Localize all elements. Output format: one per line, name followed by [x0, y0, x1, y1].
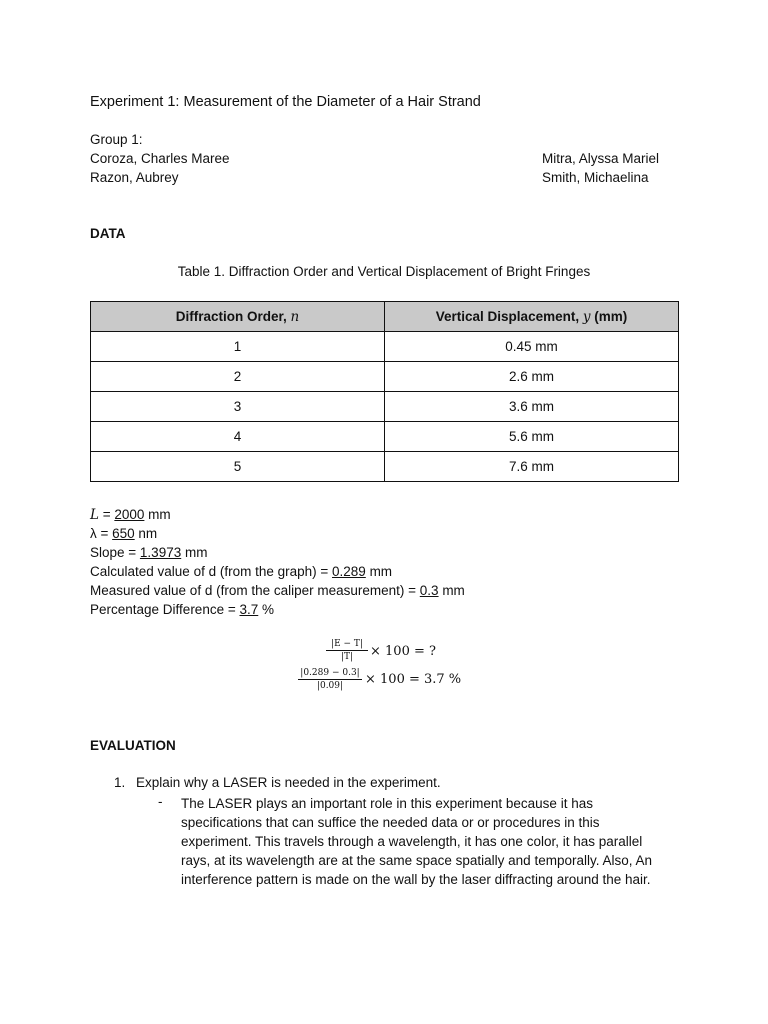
order-cell: 4	[91, 422, 385, 452]
unit: nm	[134, 526, 158, 541]
formula-2-denominator: |0.09|	[316, 681, 344, 691]
value-meas-d	[90, 583, 465, 598]
order-cell: 2	[91, 362, 385, 392]
col-header-order-label: Diffraction Order,	[175, 308, 291, 324]
slope-label: Slope =	[90, 545, 140, 560]
unit: mm	[438, 583, 465, 598]
displacement-cell: 0.45 mm	[385, 332, 679, 362]
table-row	[91, 392, 679, 422]
formula-1-rest: × 100 = ?	[370, 644, 436, 659]
order-cell: 1	[91, 332, 385, 362]
value-calc-d	[90, 564, 392, 579]
unit: mm	[144, 507, 171, 522]
answer-line: interference pattern is made on the wall by the laser diffracting around the hair.	[181, 872, 651, 887]
table-row	[91, 452, 679, 482]
evaluation-heading: EVALUATION	[90, 738, 176, 753]
displacement-cell: 3.6 mm	[385, 392, 679, 422]
answer-line: The LASER plays an important role in this experiment because it has	[181, 796, 593, 811]
symbol-n: n	[290, 308, 300, 325]
unit: mm	[365, 564, 393, 579]
answer-line: specifications that can suffice the needed data or or procedures in this	[181, 815, 600, 830]
unit: mm	[181, 545, 208, 560]
pct-label: Percentage Difference =	[90, 602, 240, 617]
col-header-displacement	[385, 302, 679, 332]
calc-d-label: Calculated value of d (from the graph) =	[90, 564, 333, 579]
group-label: Group 1:	[90, 132, 143, 147]
formula-1-fraction	[326, 639, 368, 662]
order-cell: 3	[91, 392, 385, 422]
table-row	[91, 332, 679, 362]
displacement-cell: 7.6 mm	[385, 452, 679, 482]
formula-1-denominator: |T|	[340, 652, 354, 662]
answer-paragraph	[181, 794, 681, 889]
table-row	[91, 422, 679, 452]
formula-2-fraction	[298, 668, 362, 691]
symbol-y: y	[582, 308, 591, 325]
value-L	[90, 507, 171, 523]
document-title: Experiment 1: Measurement of the Diameter of a Hair Strand	[90, 94, 481, 110]
question-number: 1.	[114, 775, 126, 790]
data-heading: DATA	[90, 226, 126, 241]
col-header-order	[91, 302, 385, 332]
equals: =	[98, 507, 115, 522]
pct-number: 3.7	[239, 602, 259, 617]
member-left-2: Razon, Aubrey	[90, 170, 179, 185]
formula-2-numerator: |0.289 − 0.3|	[298, 668, 362, 680]
formula-1-numerator: |E − T|	[326, 639, 368, 651]
value-lambda	[90, 526, 157, 541]
answer-dash: -	[158, 794, 163, 809]
calc-d-number: 0.289	[332, 564, 366, 579]
symbol-lambda: λ	[90, 526, 97, 541]
col-header-unit: (mm)	[590, 308, 628, 324]
order-cell: 5	[91, 452, 385, 482]
answer-line: experiment. This travels through a wavelength, it has one color, it has parallel	[181, 834, 643, 849]
displacement-cell: 5.6 mm	[385, 422, 679, 452]
formula-2-rest: × 100 = 3.7 %	[365, 672, 462, 687]
value-L-number: 2000	[114, 507, 145, 522]
meas-d-number: 0.3	[419, 583, 439, 598]
value-slope	[90, 545, 207, 560]
member-right-1: Mitra, Alyssa Mariel	[542, 151, 660, 166]
member-left-1: Coroza, Charles Maree	[90, 151, 230, 166]
col-header-displacement-label: Vertical Displacement,	[435, 308, 583, 324]
equals: =	[96, 526, 113, 541]
table-row	[91, 362, 679, 392]
value-pct-diff	[90, 602, 274, 617]
displacement-cell: 2.6 mm	[385, 362, 679, 392]
unit: %	[258, 602, 275, 617]
meas-d-label: Measured value of d (from the caliper measurement) =	[90, 583, 420, 598]
answer-line: rays, at its wavelength are at the same space spatially and temporally. Also, An	[181, 853, 652, 868]
question-text: Explain why a LASER is needed in the experiment.	[136, 775, 441, 790]
data-table	[90, 301, 679, 482]
slope-number: 1.3973	[139, 545, 182, 560]
table-caption: Table 1. Diffraction Order and Vertical Displacement of Bright Fringes	[177, 264, 591, 279]
symbol-L: L	[90, 507, 99, 523]
member-right-2: Smith, Michaelina	[542, 170, 649, 185]
value-lambda-number: 650	[112, 526, 135, 541]
